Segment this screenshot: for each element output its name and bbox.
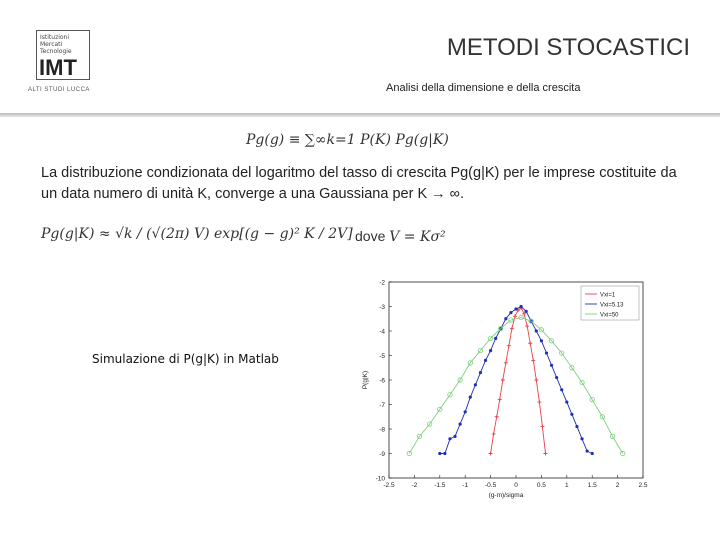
formula-variance-prefix: dove [355, 228, 386, 244]
data-point [479, 371, 482, 374]
data-point [489, 349, 492, 352]
legend-label: Vxi=1 [600, 292, 616, 299]
logo-mark: IMT [39, 55, 77, 80]
y-tick-label: -7 [379, 402, 385, 409]
description-paragraph: La distribuzione condizionata del logaritmo del tasso di crescita Pg(g|K) per le imprese costituite da un data numero di unità K, converge a una Gaussiana per K → ∞. [41, 165, 677, 202]
logo-caption: ALTI STUDI LUCCA [28, 87, 90, 93]
data-point [509, 311, 512, 314]
data-point [580, 437, 583, 440]
data-point [469, 396, 472, 399]
x-tick-label: -2 [411, 482, 418, 489]
data-point [525, 310, 528, 313]
logo-line-3: Tecnologie [40, 48, 72, 55]
x-tick-label: -0.5 [484, 482, 497, 489]
x-tick-label: -1 [462, 482, 469, 489]
logo-line-2: Mercati [40, 41, 63, 48]
data-point [443, 452, 446, 455]
formula-sum [246, 132, 449, 148]
data-point [438, 452, 441, 455]
simulation-chart [345, 270, 655, 510]
y-tick-label: -4 [379, 328, 385, 336]
x-axis-label: (g-m)/sigma [488, 492, 524, 499]
slide-title: METODI STOCASTICI [446, 34, 690, 61]
formula-variance-expr: V = Kσ² [389, 229, 446, 245]
x-tick-label: 1 [564, 482, 569, 489]
slide-subtitle: Analisi della dimensione e della crescita [386, 82, 581, 94]
data-point [519, 305, 522, 308]
header-divider [0, 113, 720, 117]
x-tick-label: 2.5 [638, 482, 648, 489]
formula-sum-text: Pg(g) ≡ ∑∞k=1 P(K) Pg(g|K) [246, 132, 449, 148]
formula-variance [355, 228, 446, 245]
data-point [565, 400, 568, 403]
data-point [494, 337, 497, 340]
y-tick-label: -8 [379, 426, 385, 434]
data-point [540, 339, 543, 342]
simulation-label: Simulazione di P(g|K) in Matlab [92, 352, 279, 366]
data-point [464, 410, 467, 413]
logo-line-1: Istituzioni [40, 34, 70, 41]
imt-logo [36, 30, 90, 80]
data-point [453, 435, 456, 438]
formula-gaussian: Pg(g|K) ≈ √k / (√(2π) V) exp[(g − g)² K / 2V] [41, 226, 353, 242]
x-tick-label: 2 [615, 482, 620, 489]
data-point [459, 423, 462, 426]
data-point [514, 307, 517, 310]
data-point [448, 437, 451, 440]
data-point [560, 388, 563, 391]
data-point [535, 329, 538, 332]
data-point [591, 452, 594, 455]
data-point [570, 413, 573, 416]
data-point [474, 383, 477, 386]
data-point [504, 317, 507, 320]
x-tick-label: 0.5 [536, 482, 546, 489]
x-tick-label: 0 [514, 482, 518, 489]
y-tick-label: -5 [379, 353, 385, 360]
data-point [575, 425, 578, 428]
y-tick-label: -3 [379, 304, 385, 311]
legend-label: Vxi=50 [600, 312, 619, 319]
data-point [555, 376, 558, 379]
data-point [586, 449, 589, 452]
y-tick-label: -6 [379, 377, 385, 385]
chart-legend [581, 286, 639, 320]
x-tick-label: -1.5 [434, 482, 446, 489]
data-point [484, 359, 487, 362]
x-tick-label: 1.5 [587, 482, 597, 489]
y-tick-label: -2 [379, 279, 385, 287]
data-point [550, 364, 553, 367]
y-tick-label: -10 [375, 475, 385, 483]
x-tick-label: -2.5 [383, 482, 395, 489]
legend-label: Vxi=5.13 [600, 302, 624, 309]
data-point [545, 351, 548, 354]
logo-small-text [40, 34, 72, 55]
y-tick-label: -9 [379, 451, 385, 458]
y-axis-label: P(g|K) [362, 370, 369, 390]
